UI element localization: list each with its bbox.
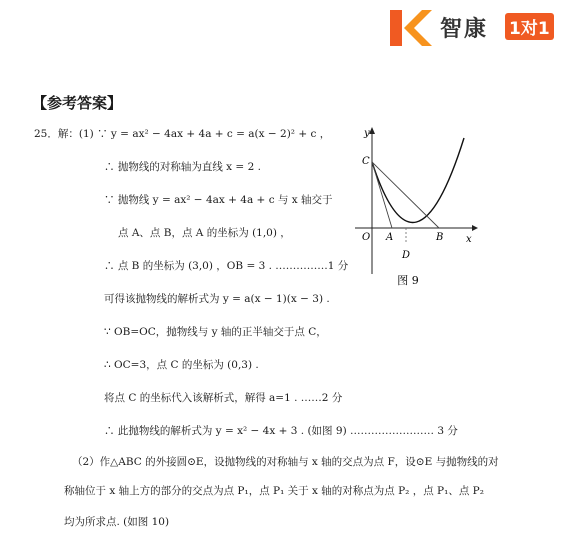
solution-line-10: ∴ 此抛物线的解析式为 y = x² − 4x + 3 . (如图 9) …………………… 3 分 [104, 425, 458, 437]
label-d: D [402, 250, 411, 261]
brand-k-icon [388, 8, 432, 48]
solution-line-2: ∴ 抛物线的对称轴为直线 x = 2 . [104, 161, 261, 173]
solution-line-6: 可得该抛物线的解析式为 y = a(x − 1)(x − 3) . [104, 293, 330, 305]
solution-line-8: ∴ OC=3，点 C 的坐标为 (0,3) . [104, 359, 259, 371]
solution-line-3: ∵ 抛物线 y = ax² − 4ax + 4a + c 与 x 轴交于 [104, 194, 333, 206]
figure-caption: 图 9 [397, 274, 419, 287]
figure-9 [350, 124, 480, 292]
solution-line-4: 点 A、点 B，点 A 的坐标为 (1,0) ， [118, 227, 291, 239]
solution-line-5: ∴ 点 B 的坐标为 (3,0) ，OB = 3 . ……………1 分 [104, 260, 349, 272]
solution-line-9: 将点 C 的坐标代入该解析式，解得 a=1 . ……2 分 [104, 392, 343, 404]
solution-line-13: 均为所求点. (如图 10) [64, 516, 170, 528]
brand-name: 智康 [440, 17, 489, 42]
x-axis-arrow [472, 225, 478, 231]
solution-line-11: （2）作△ABC 的外接圆⊙E，设抛物线的对称轴与 x 轴的交点为点 F，设⊙E 与抛物线的对 [72, 456, 499, 468]
brand-badge: 1对1 [505, 13, 554, 40]
section-title: 【参考答案】 [32, 94, 123, 112]
parabola-curve [372, 138, 464, 223]
label-o: O [362, 232, 371, 243]
y-axis-arrow [369, 127, 375, 134]
label-a: A [386, 232, 394, 243]
label-x: x [466, 234, 472, 245]
solution-line-7: ∵ OB=OC，抛物线与 y 轴的正半轴交于点 C， [104, 326, 327, 338]
solution-line-12: 称轴位于 x 轴上方的部分的交点为点 P₁，点 P₁ 关于 x 轴的对称点为点 P₂ ，点 P₁、点 P₂ [64, 485, 484, 497]
label-c: C [362, 156, 370, 167]
solution-line-1: 25．解：(1) ∵ y = ax² − 4ax + 4a + c = a(x − 2)² + c ， [34, 128, 331, 140]
label-y: y [364, 128, 370, 139]
label-b: B [436, 232, 444, 243]
